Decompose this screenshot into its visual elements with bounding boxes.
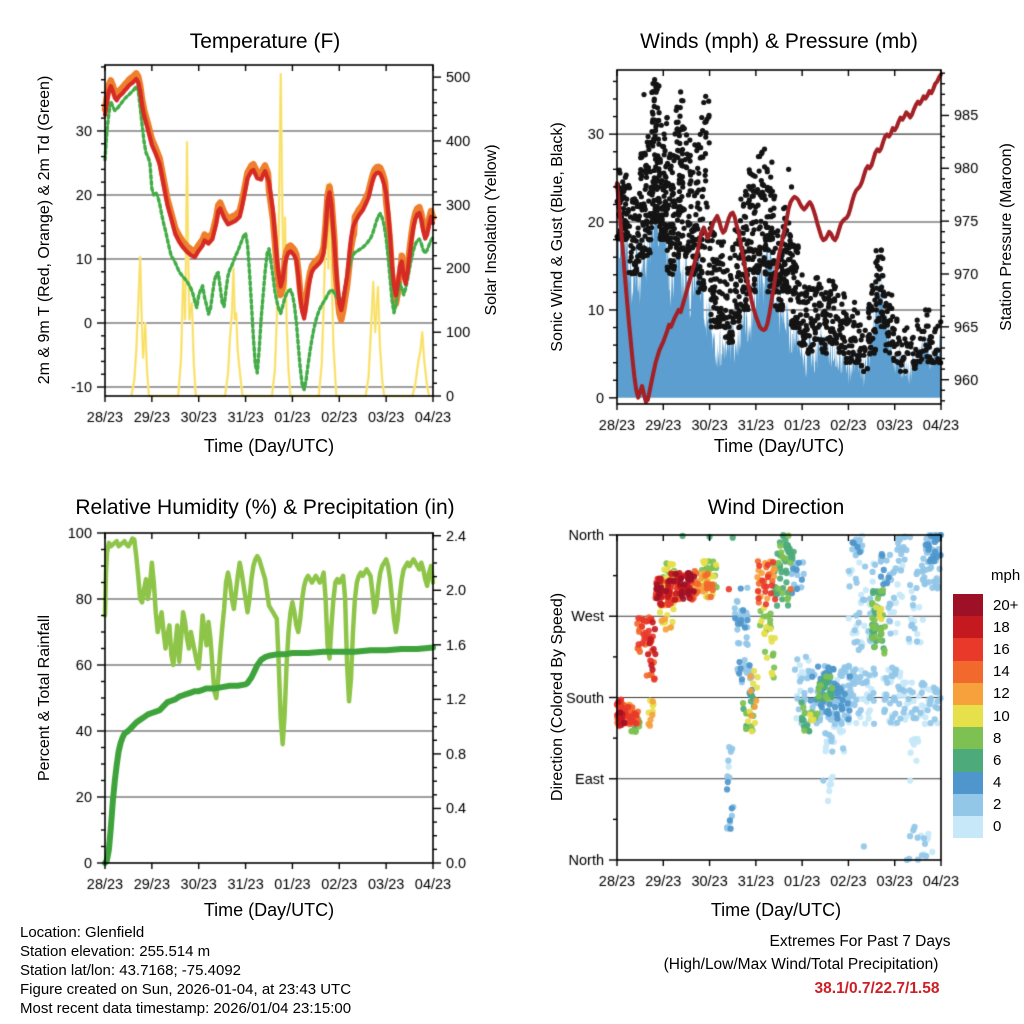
legend-entry (953, 705, 1018, 727)
humidity-x-axis-label: Time (Day/UTC) (203, 900, 335, 920)
legend-swatch (953, 749, 983, 771)
legend-entry (953, 661, 1018, 683)
legend-label: 6 (993, 751, 1002, 769)
legend-swatch (953, 661, 983, 683)
legend-label: 14 (993, 663, 1010, 681)
legend-label: 8 (993, 729, 1002, 747)
station-location: Location: Glenfield (20, 924, 145, 941)
temperature-panel-title: Temperature (F) (189, 30, 341, 53)
legend-label: 18 (993, 618, 1010, 636)
legend-entry (953, 816, 1018, 838)
wind-y-axis-label: Sonic Wind & Gust (Blue, Black) (549, 122, 566, 352)
figure-created-timestamp: Figure created on Sun, 2026-01-04, at 23:43 UTC (20, 981, 352, 998)
legend-entry (953, 638, 1018, 660)
legend-swatch (953, 816, 983, 838)
direction-y-axis-label: Direction (Colored By Speed) (549, 592, 566, 802)
legend-swatch (953, 727, 983, 749)
winds-x-axis-label: Time (Day/UTC) (713, 436, 845, 456)
direction-x-axis-label: Time (Day/UTC) (710, 900, 842, 920)
legend-swatch (953, 794, 983, 816)
wind-direction-panel-title: Wind Direction (707, 496, 845, 519)
legend-entry (953, 749, 1018, 771)
recent-data-timestamp: Most recent data timestamp: 2026/01/04 23:15:00 (20, 1000, 352, 1017)
legend-swatch (953, 772, 983, 794)
pressure-y-axis-label: Station Pressure (Maroon) (998, 143, 1015, 331)
extremes-subtitle: (High/Low/Max Wind/Total Precipitation) (663, 956, 939, 973)
legend-label: 4 (993, 774, 1002, 792)
legend-label: 2 (993, 796, 1002, 814)
rainfall-y-axis-label: Percent & Total Rainfall (36, 614, 53, 782)
station-latlon: Station lat/lon: 43.7168; -75.4092 (20, 962, 242, 979)
legend-swatch (953, 616, 983, 638)
legend-swatch (953, 683, 983, 705)
speed-color-legend (953, 594, 1018, 838)
solar-y-axis-label: Solar Insolation (Yellow) (483, 144, 500, 316)
legend-label: 12 (993, 685, 1010, 703)
legend-swatch (953, 638, 983, 660)
legend-entry (953, 616, 1018, 638)
station-elevation: Station elevation: 255.514 m (20, 943, 211, 960)
legend-entry (953, 772, 1018, 794)
humidity-precip-panel-title: Relative Humidity (%) & Precipitation (in) (75, 496, 455, 519)
legend-entry (953, 794, 1018, 816)
legend-label: 20+ (993, 596, 1019, 614)
legend-title-mph: mph (991, 567, 1021, 584)
legend-label: 16 (993, 640, 1010, 658)
legend-swatch (953, 705, 983, 727)
legend-label: 10 (993, 707, 1010, 725)
legend-entry (953, 683, 1018, 705)
extremes-values: 38.1/0.7/22.7/1.58 (814, 980, 940, 997)
extremes-title: Extremes For Past 7 Days (769, 933, 951, 950)
winds-pressure-panel-title: Winds (mph) & Pressure (mb) (640, 30, 918, 53)
station-info-block (20, 923, 351, 1018)
legend-entry (953, 727, 1018, 749)
temperature-y-axis-label: 2m & 9m T (Red, Orange) & 2m Td (Green) (36, 75, 53, 385)
temperature-x-axis-label: Time (Day/UTC) (203, 436, 335, 456)
legend-label: 0 (993, 818, 1002, 836)
legend-swatch (953, 594, 983, 616)
legend-entry (953, 594, 1018, 616)
